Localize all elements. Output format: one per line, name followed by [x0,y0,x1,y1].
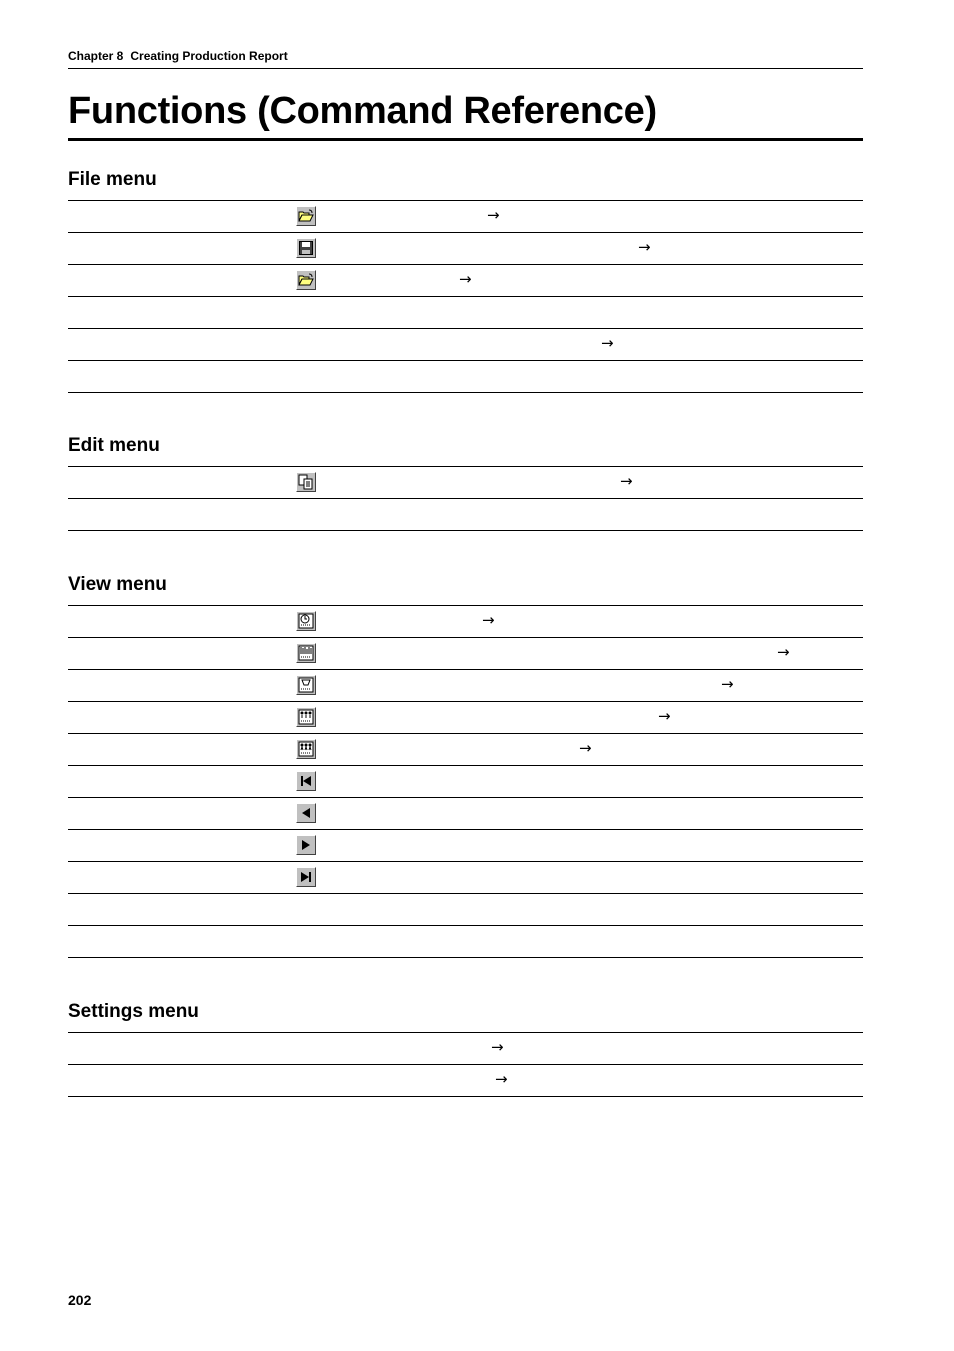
settings-menu-table [68,1032,863,1097]
settings-menu-section [68,1001,863,1097]
arrow-symbol: → [601,334,614,352]
copy-icon [296,472,316,492]
edit-menu-heading: Edit menu [68,435,160,456]
table-row [68,297,863,329]
table-row [68,766,863,798]
open-folder-icon [296,270,316,290]
cup-report-icon [296,675,316,695]
table-row [68,1065,863,1097]
table-row [68,862,863,894]
table-row [68,499,863,531]
chapter-label: Chapter 8 [68,49,124,63]
arrow-symbol: → [491,1038,504,1056]
arrow-symbol: → [459,270,472,288]
chapter-title: Creating Production Report [130,49,288,63]
settings-menu-heading: Settings menu [68,1001,199,1022]
file-menu-section [68,169,863,393]
table-row [68,1033,863,1065]
table-row [68,702,863,734]
save-disk-icon [296,238,316,258]
arrow-symbol: → [482,611,495,629]
file-menu-table [68,200,863,393]
page-number: 202 [68,1292,92,1308]
table-row [68,201,863,233]
arrow-symbol: → [620,472,633,490]
people-report-icon [296,739,316,759]
first-page-icon [296,771,316,791]
view-menu-section [68,574,863,958]
header-rule [68,68,863,69]
table-row [68,734,863,766]
table-row [68,830,863,862]
file-menu-heading: File menu [68,169,157,190]
arrow-symbol: → [495,1070,508,1088]
edit-menu-table [68,466,863,531]
edit-menu-section [68,435,863,531]
arrow-symbol: → [721,675,734,693]
arrow-symbol: → [638,238,651,256]
table-row [68,467,863,499]
arrow-symbol: → [658,707,671,725]
table-row [68,670,863,702]
bar-graph-report-icon [296,643,316,663]
view-menu-heading: View menu [68,574,167,595]
table-row [68,798,863,830]
previous-page-icon [296,803,316,823]
running-header [68,49,288,63]
table-row [68,361,863,393]
last-page-icon [296,867,316,887]
title-rule [68,138,863,141]
arrow-symbol: → [487,206,500,224]
table-row [68,894,863,926]
view-menu-table [68,605,863,958]
three-people-report-icon [296,707,316,727]
table-row [68,265,863,297]
next-page-icon [296,835,316,855]
open-folder-icon [296,206,316,226]
table-row [68,329,863,361]
table-row [68,606,863,638]
page-title: Functions (Command Reference) [68,90,657,132]
table-row [68,926,863,958]
table-row [68,638,863,670]
arrow-symbol: → [579,739,592,757]
table-row [68,233,863,265]
arrow-symbol: → [777,643,790,661]
clock-report-icon [296,611,316,631]
